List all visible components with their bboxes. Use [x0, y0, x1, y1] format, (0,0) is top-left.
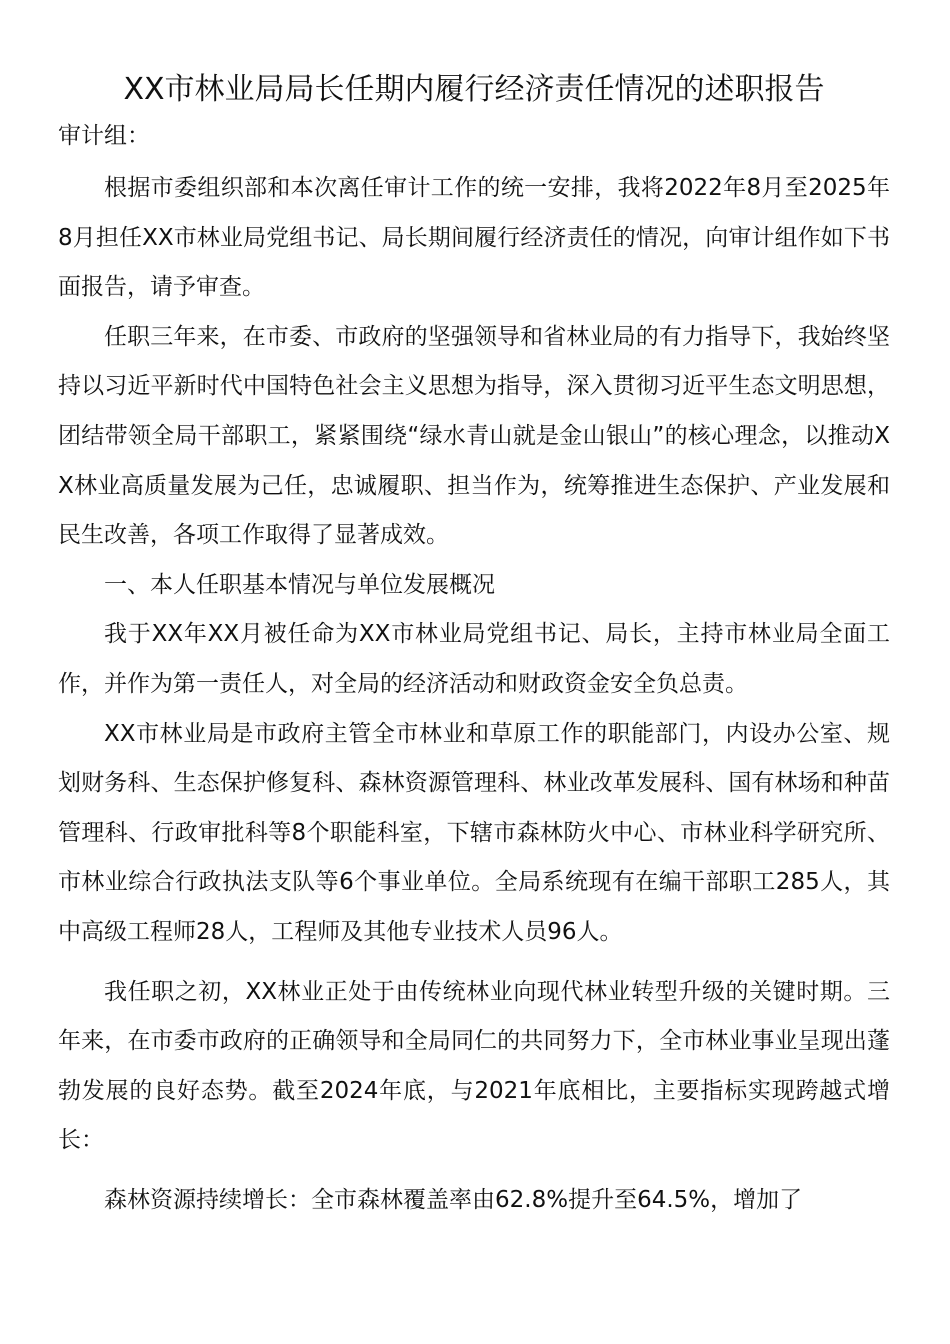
- salutation: 审计组：: [58, 123, 150, 149]
- paragraph-appointment: 我于XX年XX月被任命为XX市林业局党组书记、局长，主持市林业局全面工作，并作为第一责任人，对全局的经济活动和财政资金安全负总责。: [58, 621, 890, 697]
- section-heading: 一、本人任职基本情况与单位发展概况: [104, 571, 495, 598]
- paragraph-unit-profile: XX市林业局是市政府主管全市林业和草原工作的职能部门，内设办公室、规划财务科、生态保护修复科、森林资源管理科、林业改革发展科、国有林场和种苗管理科、行政审批科等8个职能科室，下辖市森林防火中心、市林业科学研究所、市林业综合行政执法支队等6个事业单位。全局系统现有在编干部职工285人，其中高级工程师28人，工程师及其他专业技术人员96人。: [58, 720, 890, 945]
- paragraph-development: 我任职之初，XX林业正处于由传统林业向现代林业转型升级的关键时期。三年来，在市委市政府的正确领导和全局同仁的共同努力下，全市林业事业呈现出蓬勃发展的良好态势。截至2024年底，与2021年底相比，主要指标实现跨越式增长：: [58, 978, 890, 1154]
- paragraph-forest-resources: 森林资源持续增长：全市森林覆盖率由62.8%提升至64.5%，增加了: [104, 1186, 803, 1213]
- document-title: XX市林业局局长任期内履行经济责任情况的述职报告: [123, 72, 825, 107]
- document-page: [58, 64, 890, 1225]
- paragraph-overview: 任职三年来，在市委、市政府的坚强领导和省林业局的有力指导下，我始终坚持以习近平新时代中国特色社会主义思想为指导，深入贯彻习近平生态文明思想，团结带领全局干部职工，紧紧围绕“绿水青山就是金山银山”的核心理念，以推动XX林业高质量发展为己任，忠诚履职、担当作为，统筹推进生态保护、产业发展和民生改善，各项工作取得了显著成效。: [58, 323, 890, 549]
- paragraph-intro: 根据市委组织部和本次离任审计工作的统一安排，我将2022年8月至2025年8月担任XX市林业局党组书记、局长期间履行经济责任的情况，向审计组作如下书面报告，请予审查。: [58, 175, 890, 301]
